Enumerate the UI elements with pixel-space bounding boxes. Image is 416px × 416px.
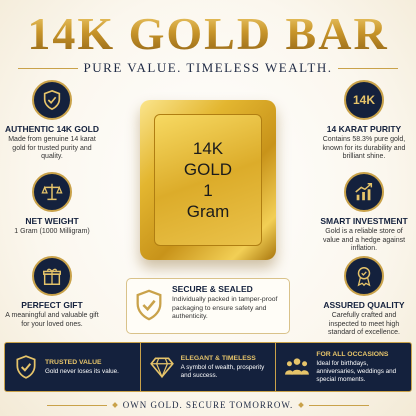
page-title: 14K GOLD BAR: [0, 8, 416, 60]
feature-net-weight: [4, 172, 100, 237]
tagline-row: [0, 60, 416, 76]
banner-item-desc: Ideal for birthdays, anniversaries, weddings and special moments.: [316, 359, 397, 383]
feature-title: 14 KARAT PURITY: [326, 124, 402, 134]
feature-desc: Made from genuine 14 karat gold for trusted purity and quality.: [8, 136, 96, 160]
divider-left: [18, 68, 78, 69]
feature-title: NET WEIGHT: [25, 216, 79, 226]
diamond-icon: [149, 354, 175, 380]
feature-authentic: [4, 80, 100, 162]
shield-check-icon: [132, 288, 166, 322]
bar-karat: 14K: [192, 139, 224, 158]
divider-right: [338, 68, 398, 69]
feature-desc: Carefully crafted and inspected to meet high standard of excellence.: [328, 312, 400, 336]
shield-check-icon: [13, 354, 39, 380]
gift-icon: [32, 256, 72, 296]
feature-desc: A meaningful and valuable gift for your loved ones.: [5, 312, 99, 328]
feature-desc: Contains 58.3% pure gold, known for its durability and brilliant shine.: [322, 136, 406, 160]
bar-unit: Gram: [186, 202, 230, 221]
secure-sealed-title: SECURE & SEALED: [172, 284, 253, 294]
footer-row: [0, 398, 416, 412]
bar-weight: 1: [203, 181, 213, 200]
banner-item-title: FOR ALL OCCASIONS: [316, 350, 389, 358]
gold-bar: [140, 100, 276, 260]
tagline: PURE VALUE. TIMELESS WEALTH.: [83, 60, 333, 75]
feature-assured-quality: [316, 256, 412, 338]
bar-material: GOLD: [183, 160, 233, 179]
feature-smart-investment: [316, 172, 412, 254]
banner-item-title: TRUSTED VALUE: [45, 358, 102, 366]
feature-title: PERFECT GIFT: [21, 300, 83, 310]
feature-karat-purity: [316, 80, 412, 162]
divider-right: [309, 405, 369, 406]
banner-item-desc: A symbol of wealth, prosperity and success.: [180, 363, 265, 379]
shield-check-icon: [32, 80, 72, 120]
scale-icon: [32, 172, 72, 212]
ribbon-medal-icon: [344, 256, 384, 296]
footer-slogan: OWN GOLD. SECURE TOMORROW.: [122, 400, 294, 410]
banner-item-trusted-value: [5, 343, 140, 391]
feature-title: ASSURED QUALITY: [323, 300, 405, 310]
gold-bar-stamp: [154, 114, 262, 246]
banner-item-title: ELEGANT & TIMELESS: [180, 354, 256, 362]
growth-chart-icon: [344, 172, 384, 212]
feature-desc: 1 Gram (1000 Milligram): [14, 228, 90, 235]
banner-item-desc: Gold never loses its value.: [45, 367, 119, 375]
feature-title: AUTHENTIC 14K GOLD: [5, 124, 99, 134]
feature-perfect-gift: [4, 256, 100, 329]
feature-desc: Gold is a reliable store of value and a hedge against inflation.: [322, 228, 406, 252]
benefits-banner: [4, 342, 412, 392]
secure-sealed-desc: Individually packed in tamper-proof packaging to ensure safety and authenticity.: [172, 296, 278, 320]
gold-bar-image: [120, 90, 296, 290]
karat-badge-text: 14K: [352, 93, 375, 107]
secure-sealed-card: [126, 278, 290, 334]
karat-badge-icon: [344, 80, 384, 120]
diamond-ornament-icon: [112, 402, 118, 408]
banner-item-occasions: [275, 343, 411, 391]
feature-title: SMART INVESTMENT: [320, 216, 408, 226]
divider-left: [47, 405, 107, 406]
people-group-icon: [284, 354, 310, 380]
banner-item-elegant: [140, 343, 276, 391]
diamond-ornament-icon: [298, 402, 304, 408]
